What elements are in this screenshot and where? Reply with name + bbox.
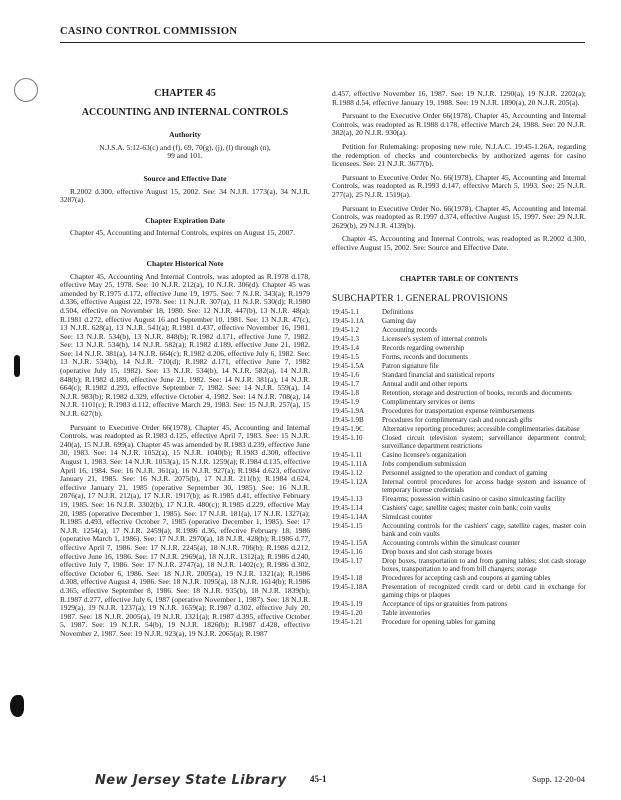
toc-entry bbox=[332, 317, 586, 326]
chapter-title: ACCOUNTING AND INTERNAL CONTROLS bbox=[81, 106, 289, 118]
toc-entry bbox=[332, 539, 586, 548]
toc-table bbox=[332, 308, 586, 627]
page-number: 45-1 bbox=[310, 774, 327, 784]
authority-text: N.J.S.A. 5:12-63(c) and (f), 69, 70(g), (j), (l) through (n), 99 and 101. bbox=[99, 142, 271, 161]
toc-entry-number: 19:45-1.12A bbox=[332, 477, 368, 486]
toc-entry-title: Records regarding ownership bbox=[382, 343, 465, 352]
authority-heading: Authority bbox=[169, 130, 201, 140]
toc-entry-title: Acceptance of tips or gratuities from patrons bbox=[382, 599, 508, 608]
toc-entry-title: Personnel assigned to the operation and conduct of gaming bbox=[382, 468, 548, 477]
toc-entry-title: Jobs compendium submission bbox=[382, 459, 467, 468]
toc-entry-number: 19:45-1.5A bbox=[332, 361, 365, 370]
toc-entry-number: 19:45-1.20 bbox=[332, 608, 363, 617]
toc-entry bbox=[332, 380, 586, 389]
toc-entry-title: Licensee's system of internal controls bbox=[382, 334, 488, 343]
toc-entry-number: 19:45-1.11A bbox=[332, 459, 368, 468]
toc-entry bbox=[332, 344, 586, 353]
toc-entry-title: Gaming day bbox=[382, 316, 417, 325]
toc-entry bbox=[332, 609, 586, 618]
toc-entry bbox=[332, 416, 586, 425]
toc-entry bbox=[332, 353, 586, 362]
toc-entry-title: Forms, records and documents bbox=[382, 352, 468, 361]
history-heading: Chapter Historical Note bbox=[146, 258, 224, 268]
library-watermark: New Jersey State Library bbox=[95, 773, 287, 788]
toc-entry bbox=[332, 371, 586, 380]
toc-entry-number: 19:45-1.9A bbox=[332, 406, 365, 415]
toc-entry-number: 19:45-1.9C bbox=[332, 424, 364, 433]
toc-entry bbox=[332, 335, 586, 344]
toc-entry bbox=[332, 425, 586, 434]
toc-entry-title: Procedures for accepting cash and coupons at gaming tables bbox=[382, 573, 551, 582]
toc-entry-title: Retention, storage and destruction of books, records and documents bbox=[382, 388, 572, 397]
toc-entry-number: 19:45-1.1 bbox=[332, 307, 360, 316]
toc-entry bbox=[332, 478, 586, 495]
toc-entry-number: 19:45-1.15 bbox=[332, 521, 363, 530]
toc-entry-title: Patron signature file bbox=[382, 361, 439, 370]
toc-entry-number: 19:45-1.13 bbox=[332, 494, 363, 503]
toc-entry bbox=[332, 451, 586, 460]
running-head: CASINO CONTROL COMMISSION bbox=[60, 26, 238, 37]
toc-entry-number: 19:45-1.21 bbox=[332, 617, 363, 626]
petition-rulemaking: Petition for Rulemaking: proposing new rule, N.J.A.C. 19:45-1.26A, regarding the redemption of checks and counterchecks by authorized agents for casino licensees. See: 21 N.J.R. 3677(b). bbox=[332, 141, 586, 169]
toc-entry-title: Procedures for transportation expense reimbursements bbox=[382, 406, 535, 415]
history-paragraph-2: Pursuant to Executive Order 66(1978), Chapter 45, Accounting and Internal Controls, was readopted as R.1983 d.125, effective April 7, 1983. See: 15 N.J.R. 240(a), 15 N.J.R. 699(a). Chapter 45 was amended by R.1983 d.239, effective June 30, 1983. See: 14 N.J.R. 1052(a), 15 N.J.R. 1040(b); R.1983 d.300, effective August 1, 1983. See: 14 N.J.R. 1053(a), 15 N.J.R. 1259(a); R.1984 d.135, effective April 16, 1984. See: 16 N.J.R. 361(a), 16 N.J.R. 927(a); R.1984 d.623, effective January 21, 1985. See: 16 N.J.R. 2075(b), 17 N.J.R. 211(b); R.1984 d.624, effective January 21, 1985 (operative September 30, 1985). See: 16 N.J.R. 2076(a), 17 N.J.R. 212(a), 17 N.J.R. 1917(b); as R.1985 d.41, effective February 19, 1985. See: 16 N.J.R. 3302(b), 17 N.J.R. 480(c); R.1985 d.229, effective May 20, 1985 (operative December 1, 1985). See: 17 N.J.R. 181(a), 17 N.J.R. 1327(a); R.1985 d.493, effective October 7, 1985 (operative December 1, 1985). See: 17 N.J.R. 1254(a), 17 N.J.R. 2459(a); R.1986 d.36, effective February 18, 1986 (operative March 1, 1986). See: 17 N.J.R. 2970(a), 18 N.J.R. 428(b); R.1986 d.77, effective April 7, 1986. See: 17 N.J.R. 2245(a), 18 N.J.R. 706(b); R.1986 d.212, effective June 16, 1986. See: 17 N.J.R. 2969(a), 18 N.J.R. 1312(a); R.1986 d.240, effective July 7, 1986. See: 17 N.J.R. 2747(a), 18 N.J.R. 1402(c); R.1986 d.302, effective October 6, 1986. See: 18 N.J.R. 2005(a), 19 N.J.R. 1321(a); R.1986 d.308, effective August 4, 1986. See: 18 N.J.R. 1095(a), 18 N.J.R. 1614(b); R.1986 d.365, effective September 8, 1986. See: 18 N.J.R. 935(b), 18 N.J.R. 1839(b); R.1987 d.277, effective July 6, 1987 (operative November 1, 1987). See: 18 N.J.R. 1929(a), 19 N.J.R. 1237(a), 19 N.J.R. 1659(a); R.1987 d.302, effective July 20, 1987. See: 18 N.J.R. 2005(a), 19 N.J.R. 1321(a); R.1987 d.395, effective October 5, 1987. See: 19 N.J.R. 54(b), 19 N.J.R. 1826(b); R.1987 d.428, effective November 2, 1987. See: 19 N.J.R. 923(a), 19 N.J.R. 2065(a); R.1987 bbox=[60, 422, 310, 638]
punch-hole-bottom bbox=[10, 695, 24, 717]
expiration-heading: Chapter Expiration Date bbox=[145, 215, 225, 225]
toc-entry bbox=[332, 600, 586, 609]
toc-entry-title: Annual audit and other reports bbox=[382, 379, 468, 388]
header-rule bbox=[60, 42, 585, 43]
toc-entry-title: Casino licensee's organization bbox=[382, 450, 467, 459]
toc-entry-title: Table inventories bbox=[382, 608, 431, 617]
toc-entry bbox=[332, 469, 586, 478]
toc-entry-number: 19:45-1.8 bbox=[332, 388, 360, 397]
right-column bbox=[332, 90, 586, 627]
toc-heading: CHAPTER TABLE OF CONTENTS bbox=[399, 273, 519, 283]
readoption-2002: Chapter 45, Accounting and Internal Controls, was readopted as R.2002 d.300, effective August 15, 2002. See: Source and Effective Date. bbox=[332, 234, 586, 252]
source-heading: Source and Effective Date bbox=[143, 173, 227, 183]
toc-entry-title: Alternative reporting procedures; accessible complimentaries database bbox=[382, 424, 580, 433]
toc-entry-number: 19:45-1.12 bbox=[332, 468, 363, 477]
toc-entry-number: 19:45-1.14 bbox=[332, 503, 363, 512]
toc-entry-number: 19:45-1.5 bbox=[332, 352, 360, 361]
toc-entry bbox=[332, 398, 586, 407]
toc-entry bbox=[332, 583, 586, 600]
toc-entry bbox=[332, 308, 586, 317]
toc-entry-title: Procedure for opening tables for gaming bbox=[382, 617, 496, 626]
toc-entry-number: 19:45-1.15A bbox=[332, 538, 368, 547]
toc-entry-number: 19:45-1.1A bbox=[332, 316, 365, 325]
supplement-date: Supp. 12-20-04 bbox=[532, 774, 585, 784]
source-text: R.2002 d.300, effective August 15, 2002. See: 34 N.J.R. 1773(a), 34 N.J.R. 3287(a). bbox=[60, 186, 310, 205]
toc-entry-number: 19:45-1.10 bbox=[332, 433, 363, 442]
readoption-1997: Pursuant to Executive Order No. 66(1978), Chapter 45, Accounting and Internal Controls, was readopted as R.1997 d.374, effective August 15, 1997. See: 29 N.J.R. 2629(b), 29 N.J.R. 4139(b). bbox=[332, 203, 586, 230]
readoption-1993: Pursuant to Executive Order No. 66(1978), Chapter 45, Accounting and Internal Controls, was readopted as R.1993 d.147, effective March 5, 1993. See: 25 N.J.R. 277(a), 25 N.J.R. 1519(a). bbox=[332, 172, 586, 199]
toc-entry-title: Accounting controls for the cashiers' cage, satellite cages, master coin bank and coin vaults bbox=[382, 521, 586, 538]
toc-entry bbox=[332, 407, 586, 416]
history-continued: d.457, effective November 16, 1987. See: 19 N.J.R. 1290(a), 19 N.J.R. 2202(a); R.1988 d.54, effective January 19, 1988. See: 19 N.J.R. 1890(a), 20 N.J.R. 205(a). bbox=[332, 89, 586, 107]
toc-entry-title: Closed circuit television system; surveillance department control; surveillance department restrictions bbox=[382, 433, 586, 450]
toc-entry-number: 19:45-1.16 bbox=[332, 547, 363, 556]
toc-entry bbox=[332, 557, 586, 574]
toc-entry-title: Procedures for complimentary cash and noncash gifts bbox=[382, 415, 533, 424]
toc-entry-number: 19:45-1.18 bbox=[332, 573, 363, 582]
toc-entry bbox=[332, 495, 586, 504]
toc-entry-title: Drop boxes and slot cash storage boxes bbox=[382, 547, 493, 556]
punch-hole-top bbox=[14, 78, 38, 102]
toc-entry-title: Firearms; possession within casino or casino simulcasting facility bbox=[382, 494, 566, 503]
toc-entry-title: Simulcast counter bbox=[382, 512, 433, 521]
toc-entry-title: Complimentary services or items bbox=[382, 397, 475, 406]
expiration-text: Chapter 45, Accounting and Internal Controls, expires on August 15, 2007. bbox=[70, 228, 295, 238]
toc-entry-number: 19:45-1.4 bbox=[332, 343, 360, 352]
toc-entry-number: 19:45-1.17 bbox=[332, 556, 363, 565]
toc-entry-number: 19:45-1.11 bbox=[332, 450, 363, 459]
toc-entry-title: Drop boxes, transportation to and from gaming tables; slot cash storage boxes, transportation to and from bill changers; storage bbox=[382, 556, 586, 573]
toc-entry-number: 19:45-1.2 bbox=[332, 325, 360, 334]
toc-entry-number: 19:45-1.19 bbox=[332, 599, 363, 608]
toc-entry-title: Accounting records bbox=[382, 325, 438, 334]
toc-entry-title: Standard financial and statistical reports bbox=[382, 370, 495, 379]
toc-entry-number: 19:45-1.9B bbox=[332, 415, 364, 424]
toc-entry-number: 19:45-1.18A bbox=[332, 582, 368, 591]
toc-entry-number: 19:45-1.3 bbox=[332, 334, 360, 343]
toc-entry-title: Accounting controls within the simulcast counter bbox=[382, 538, 520, 547]
toc-entry bbox=[332, 618, 586, 627]
chapter-number: CHAPTER 45 bbox=[154, 88, 216, 99]
toc-entry bbox=[332, 434, 586, 451]
subchapter-heading: SUBCHAPTER 1. GENERAL PROVISIONS bbox=[332, 294, 508, 305]
toc-entry bbox=[332, 504, 586, 513]
toc-entry bbox=[332, 362, 586, 371]
margin-smudge bbox=[14, 355, 20, 377]
toc-entry bbox=[332, 389, 586, 398]
toc-entry bbox=[332, 326, 586, 335]
toc-entry bbox=[332, 522, 586, 539]
toc-entry bbox=[332, 574, 586, 583]
toc-entry-number: 19:45-1.9 bbox=[332, 397, 360, 406]
toc-entry bbox=[332, 460, 586, 469]
toc-entry bbox=[332, 548, 586, 557]
toc-entry bbox=[332, 513, 586, 522]
toc-entry-title: Presentation of recognized credit card or debit card in exchange for gaming chips or plaques bbox=[382, 582, 586, 599]
history-paragraph-1: Chapter 45, Accounting And Internal Controls, was adopted as R.1978 d.178, effective May 25, 1978. See: 10 N.J.R. 212(a), 10 N.J.R. 306(d). Chapter 45 was amended by R.1975 d.172, effective June 19, 1975. See: 7 N.J.R. 343(a); R.1979 d.336, effective August 22, 1978. See: 11 N.J.R. 307(a), 11 N.J.R. 530(d); R.1980 d.504, effective on November 18, 1980. See: 12 N.J.R. 447(b), 13 N.J.R. 48(a); R.1981 d.272, effective August 16 and September 10, 1981. See: 13 N.J.R. 47(c), 13 N.J.R. 628(a), 13 N.J.R. 541(a); R.1981 d.437, effective November 16, 1981. See: 13 N.J.R. 534(b), 13 N.J.R. 848(b); R.1982 d.171, effective June 7, 1982. See: 13 N.J.R. 534(b), 14 N.J.R. 582(a); R.1982 d.189, effective June 21, 1982. See: 14 N.J.R. 381(a), 14 N.J.R. 664(c); R.1982 d.206, effective July 6, 1982. See: 13 N.J.R. 534(b), 14 N.J.R. 710(d); R.1982 d.171, effective June 7, 1982 (operative July 15, 1982). See: 13 N.J.R. 534(b), 14 N.J.R. 582(a), 14 N.J.R. 848(b); R.1982 d.189, effective June 21, 1982. See: 14 N.J.R. 381(a), 14 N.J.R. 664(c); R.1982 d.293, effective September 7, 1982. See: 14 N.J.R. 559(a), 14 N.J.R. 983(b); R.1982 d.329, effective October 4, 1982. See: 14 N.J.R. 708(a), 14 N.J.R. 1101(c); R.1983 d.112, effective March 29, 1983. See: 15 N.J.R. 257(a), 15 N.J.R. 627(b). bbox=[60, 271, 310, 419]
readoption-1988: Pursuant to the Executive Order 66(1978), Chapter 45, Accounting and Internal Controls, was readopted as R.1988 d.178, effective March 24, 1988. See: 20 N.J.R. 382(a), 20 N.J.R. 930(a). bbox=[332, 111, 586, 138]
toc-entry-number: 19:45-1.7 bbox=[332, 379, 360, 388]
toc-entry-number: 19:45-1.6 bbox=[332, 370, 360, 379]
toc-entry-number: 19:45-1.14A bbox=[332, 512, 368, 521]
toc-entry-title: Cashiers' cage; satellite cages; master coin bank; coin vaults bbox=[382, 503, 551, 512]
toc-entry-title: Definitions bbox=[382, 307, 414, 316]
toc-entry-title: Internal control procedures for access badge system and issuance of temporary license credentials bbox=[382, 477, 586, 494]
left-column bbox=[60, 90, 310, 643]
